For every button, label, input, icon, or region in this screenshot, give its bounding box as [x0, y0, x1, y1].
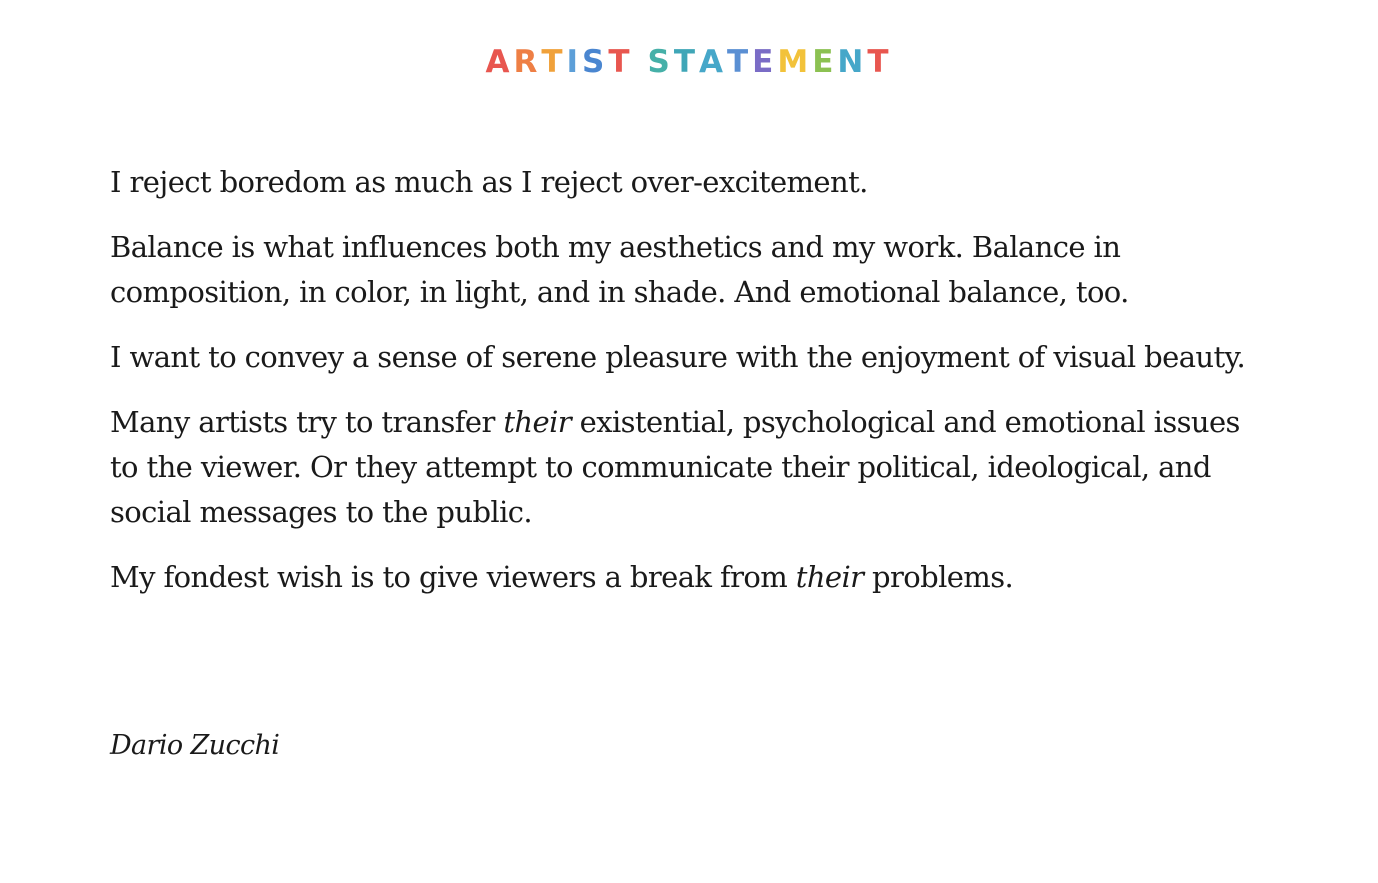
title-letter: I [566, 43, 583, 80]
paragraph-text: problems. [863, 560, 1014, 594]
emphasis-text: their [503, 405, 572, 439]
signature: Dario Zucchi [110, 730, 280, 761]
title-letter: T [727, 43, 753, 80]
title-letter: R [513, 43, 542, 80]
title-letter: M [777, 43, 813, 80]
title-letter: T [867, 43, 893, 80]
title-letter: T [673, 43, 700, 80]
title-letter: E [812, 43, 838, 80]
title-letter: S [582, 43, 609, 80]
page-title [0, 43, 1378, 81]
statement-paragraph [110, 555, 1270, 600]
paragraph-text: Many artists try to transfer [110, 405, 504, 439]
title-letter: A [485, 43, 514, 80]
paragraph-text: My fondest wish is to give viewers a break from [110, 560, 796, 594]
title-letter: T [541, 43, 567, 80]
statement-paragraph [110, 335, 1270, 380]
statement-paragraph [110, 400, 1270, 535]
statement-body [110, 160, 1270, 620]
paragraph-text: I want to convey a sense of serene pleasure with the enjoyment of visual beauty. [110, 340, 1246, 374]
statement-paragraph [110, 225, 1270, 315]
paragraph-text: existential, psychological and emotional issues to the viewer. Or they attempt to communicate their political, ideological, and social messages to the public. [110, 405, 1240, 529]
title-letter: T [608, 43, 634, 80]
title-letter: N [837, 43, 868, 80]
title-letter: E [752, 43, 778, 80]
paragraph-text: I reject boredom as much as I reject over-excitement. [110, 165, 868, 199]
title-letter: S [647, 43, 674, 80]
emphasis-text: their [795, 560, 864, 594]
paragraph-text: Balance is what influences both my aesthetics and my work. Balance in composition, in color, in light, and in shade. And emotional balance, too. [110, 230, 1129, 309]
statement-paragraph [110, 160, 1270, 205]
title-letter: A [699, 43, 728, 80]
